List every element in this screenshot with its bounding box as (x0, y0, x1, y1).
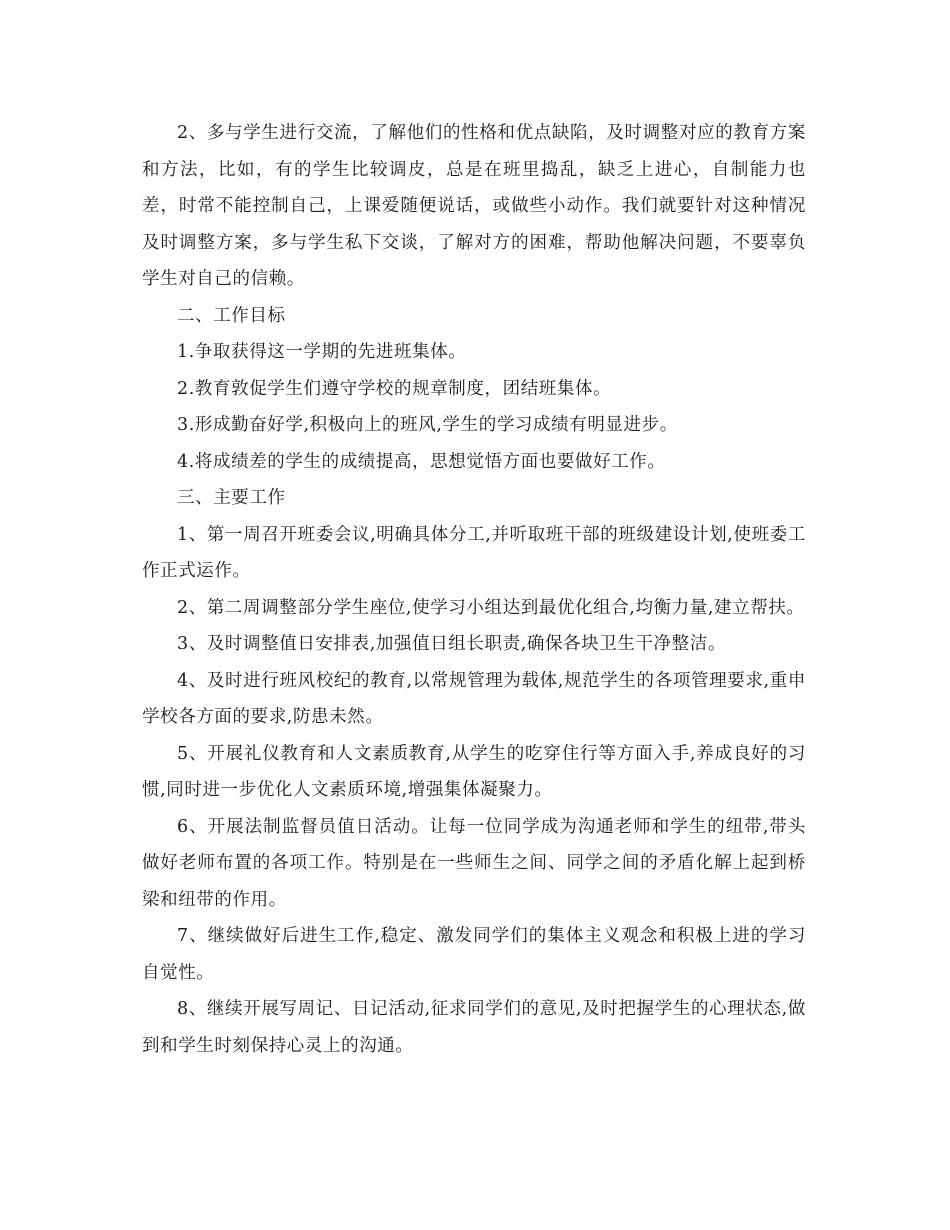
work-item-5: 5、开展礼仪教育和人文素质教育,从学生的吃穿住行等方面入手,养成良好的习惯,同时进一步优化人文素质环境,增强集体凝聚力。 (142, 743, 806, 800)
work-item-8: 8、继续开展写周记、日记活动,征求同学们的意见,及时把握学生的心理状态,做到和学生时刻保持心灵上的沟通。 (142, 999, 806, 1056)
work-item-2: 2、第二周调整部分学生座位,使学习小组达到最优化组合,均衡力量,建立帮扶。 (177, 597, 805, 618)
goal-item-2: 2.教育敦促学生们遵守学校的规章制度，团结班集体。 (177, 378, 612, 399)
goal-item-1: 1.争取获得这一学期的先进班集体。 (177, 342, 467, 362)
work-item-1: 1、第一周召开班委会议,明确具体分工,并听取班干部的班级建设计划,使班委工作正式运作。 (142, 524, 806, 581)
heading-main-work: 三、主要工作 (177, 488, 286, 508)
goal-item-3: 3.形成勤奋好学,积极向上的班风,学生的学习成绩有明显进步。 (177, 415, 678, 435)
heading-work-goals: 二、工作目标 (177, 305, 286, 326)
work-item-7: 7、继续做好后进生工作,稳定、激发同学们的集体主义观念和积极上进的学习自觉性。 (142, 926, 806, 983)
document-body (142, 115, 806, 1064)
work-item-6: 6、开展法制监督员值日活动。让每一位同学成为沟通老师和学生的纽带,带头做好老师布置的各项工作。特别是在一些师生之间、同学之间的矛盾化解上起到桥梁和纽带的作用。 (142, 816, 806, 910)
paragraph-communication: 2、多与学生进行交流，了解他们的性格和优点缺陷，及时调整对应的教育方案和方法，比如，有的学生比较调皮，总是在班里捣乱，缺乏上进心，自制能力也差，时常不能控制自己，上课爱随便说话，或做些小动作。我们就要针对这种情况及时调整方案，多与学生私下交谈，了解对方的困难，帮助他解决问题，不要辜负学生对自己的信赖。 (142, 123, 806, 289)
goal-item-4: 4.将成绩差的学生的成绩提高，思想觉悟方面也要做好工作。 (177, 451, 666, 472)
work-item-4: 4、及时进行班风校纪的教育,以常规管理为载体,规范学生的各项管理要求,重申学校各方面的要求,防患未然。 (142, 670, 806, 727)
work-item-3: 3、及时调整值日安排表,加强值日组长职责,确保各块卫生干净整洁。 (177, 634, 726, 654)
